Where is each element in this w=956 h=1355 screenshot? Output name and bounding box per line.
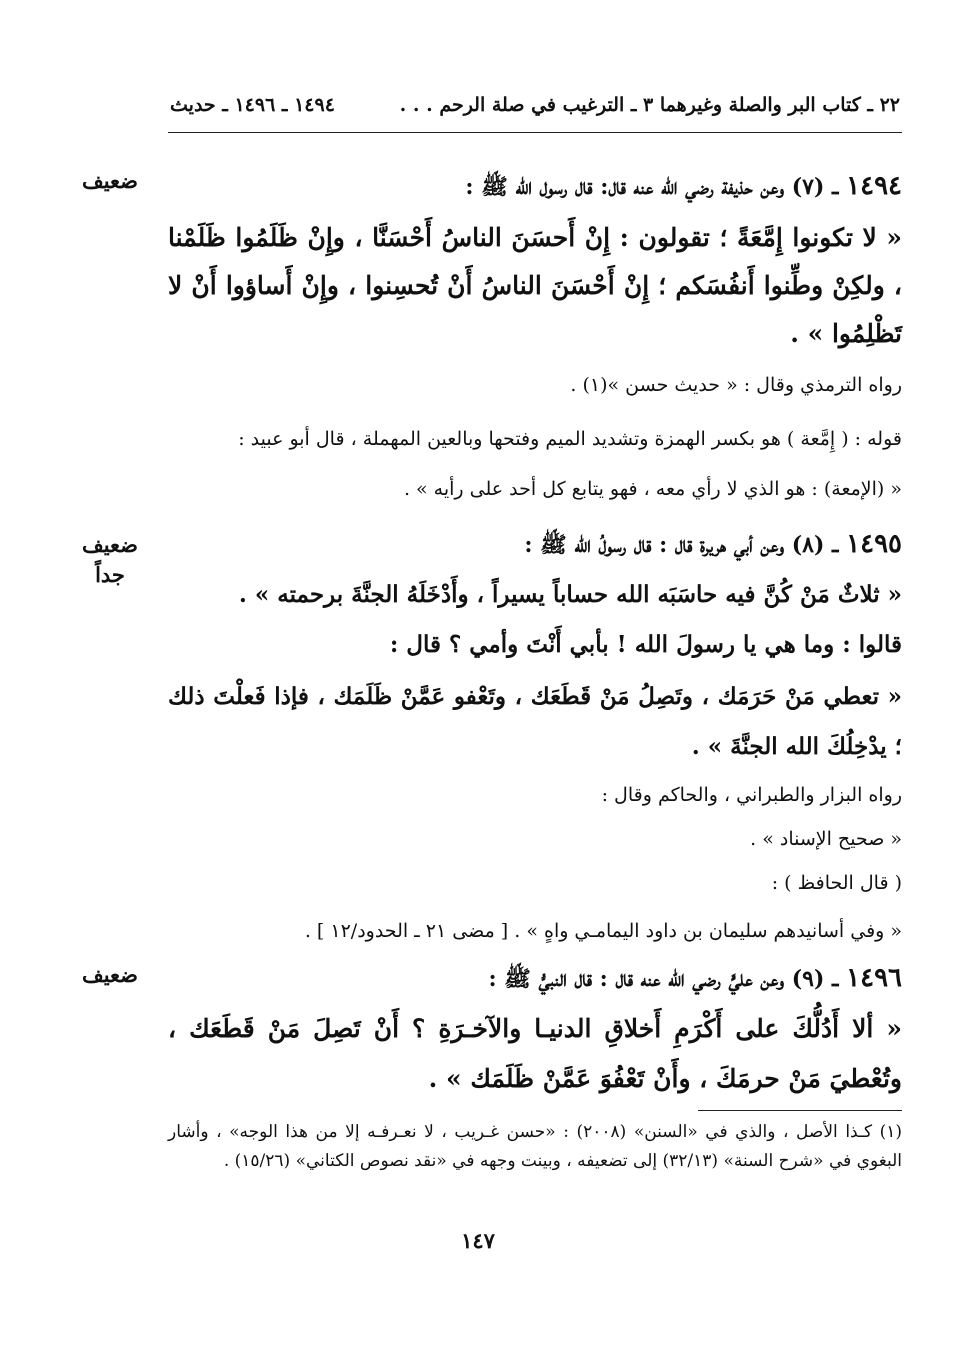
hadith-1496-heading [168, 958, 902, 999]
header-range: ١٤٩٤ ـ ١٤٩٦ ـ حديث [170, 94, 335, 116]
header-divider [168, 132, 902, 133]
hadith-1494-abu-ubaid-quote: « (الإمعة) : هو الذي لا رأي معه ، فهو يتابع كل أحد على رأيه » . [403, 478, 902, 500]
hadith-1495-intro: ـ (٨) وعن أبي هريرة قال : قال رسولُ الله ﷺ : [524, 532, 839, 558]
hadith-1495-number: ١٤٩٥ [846, 529, 902, 559]
footnote-divider [698, 1110, 902, 1111]
hadith-1494-intro: ـ (٧) وعن حذيفة رضي الله عنه قال: قال رسول الله ﷺ : [465, 174, 839, 200]
grade-label-1495 [60, 530, 160, 590]
hadith-1494-number: ١٤٩٤ [846, 171, 902, 201]
hadith-1494-heading [168, 166, 902, 207]
hadith-1495-question: قالوا : وما هي يا رسولَ الله ! بأبي أَنْتَ وأمي ؟ قال : [389, 631, 902, 658]
hadith-1495-quote-1: « ثلاثٌ مَنْ كُنَّ فيه حاسَبَه الله حساباً يسيراً ، وأَدْخَلَهُ الجنَّةَ برحمته » . [238, 581, 902, 608]
hadith-1496-number: ١٤٩٦ [846, 963, 902, 993]
grade-label-1494: ضعيف [81, 168, 139, 193]
hadith-1494-explanation: قوله : ( إِمَّعة ) هو بكسر الهمزة وتشديد الميم وفتحها وبالعين المهملة ، قال أبو عبيد : [238, 428, 902, 450]
grade-label-1495-line1: ضعيف [81, 532, 139, 557]
hadith-1495-quote-2: « تعطي مَنْ حَرَمَك ، وتَصِلُ مَنْ قَطَعَك ، وتَعْفو عَمَّنْ ظَلَمَك ، فإذا فَعلْتَ ذلك ؛ يدْخِلُكَ الله الجنَّةَ » . [168, 683, 902, 760]
header-title: ٢٢ ـ كتاب البر والصلة وغيرهما ٣ ـ الترغيب في صلة الرحم . . . [399, 94, 900, 116]
grade-label-1496: ضعيف [81, 962, 139, 987]
hadith-1495-heading [168, 524, 902, 565]
grade-label-1495-line2: جداً [95, 562, 125, 587]
hadith-1495-sahih: « صحيح الإسناد » . [750, 828, 902, 850]
hadith-1495-note: « وفي أسانيدهم سليمان بن داود اليمامـي واهٍ » . [ مضى ٢١ ـ الحدود/١٢ ] . [304, 920, 902, 942]
hadith-1495-narration: رواه البزار والطبراني ، والحاكم وقال : [601, 784, 902, 806]
hadith-1496-intro: ـ (٩) وعن عليٍّ رضي الله عنه قال : قال النبيُّ ﷺ : [488, 966, 839, 992]
hadith-1496-quote: « ألا أَدُلُّكَ على أَكْرَمِ أَخلاقِ الدنيـا والآخـرَةِ ؟ أَنْ تَصِلَ مَنْ قَطَعَك ، وتُعْطيَ مَنْ حرمَكَ ، وأَنْ تَعْفُوَ عَمَّنْ ظَلَمَك » . [168, 1014, 902, 1093]
page-number: ١٤٧ [461, 1228, 495, 1253]
running-header [170, 88, 900, 122]
hadith-1494-narration: رواه الترمذي وقال : « حديث حسن »(١) . [570, 374, 902, 396]
hadith-1495-hafiz: ( قال الحافظ ) : [771, 872, 902, 894]
footnote: (١) كـذا الأصل ، والذي في «السنن» (٢٠٠٨) : «حسن غـريب ، لا نعـرفـه إلا من هذا الوجه» ، وأشار البغوي في «شرح السنة» (٣٢/١٣) إلى تضعيفه ، وبينت وجهه في «نقد نصوص الكتاني» (١٥/٢٦) . [168, 1122, 902, 1171]
hadith-1494-quote: « لا تكونوا إِمَّعَةً ؛ تقولون : إِنْ أَحسَنَ الناسُ أَحْسَنَّا ، وإِنْ ظَلَمُوا ظَلَمْنا ، ولكِنْ وطِّنوا أَنفُسَكم ؛ إِنْ أَحْسَنَ الناسُ أَنْ تُحسِنوا ، وإِنْ أَساؤوا أَنْ لا تَظْلِمُوا » . [168, 223, 903, 348]
